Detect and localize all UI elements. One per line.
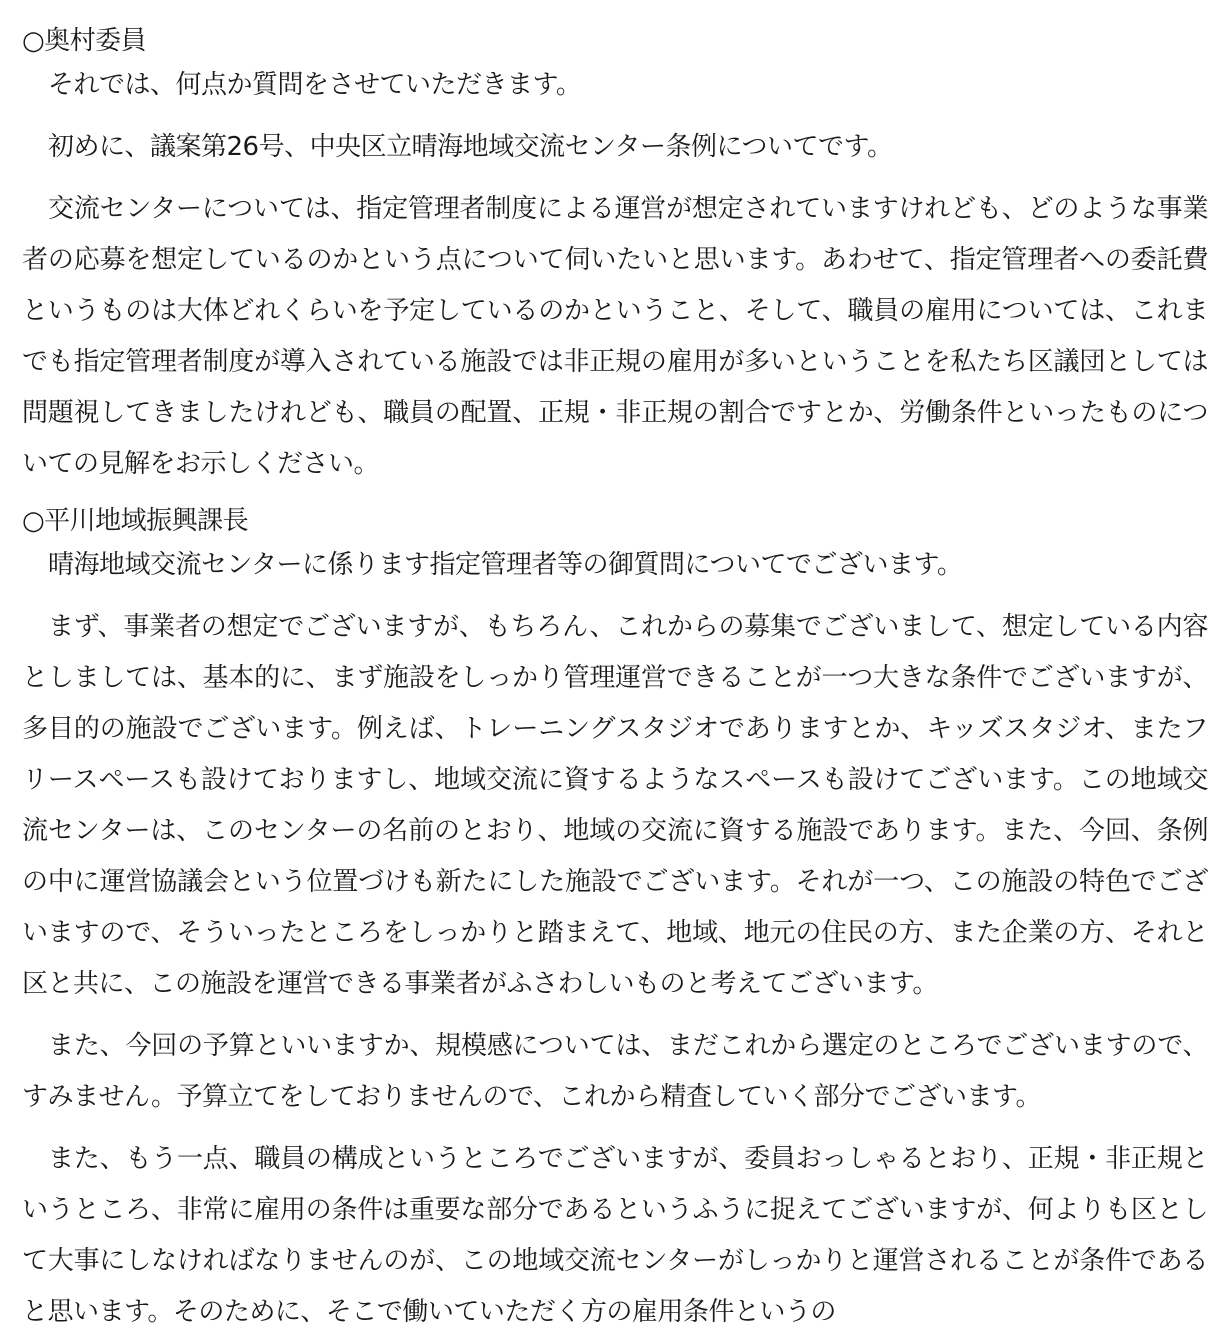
statement-paragraph: 初めに、議案第26号、中央区立晴海地域交流センター条例についてです。: [48, 132, 893, 162]
speaker-name: ○奥村委員: [22, 26, 147, 56]
statement-paragraph: 交流センターについては、指定管理者制度による運営が想定されていますけれども、どのような事業者の応募を想定しているのかという点について伺いたいと思います。あわせて、指定管理者への委託費というものは大体どれくらいを予定しているのかということ、そして、職員の雇用については、これまでも指定管理者制度が導入されている施設では非正規の雇用が多いということを私たち区議団としては問題視してきましたけれども、職員の配置、正規・非正規の割合ですとか、労働条件といったものについての見解をお示しください。: [22, 194, 1208, 479]
speaker-name: ○平川地域振興課長: [22, 506, 249, 536]
statement-paragraph: また、今回の予算といいますか、規模感については、まだこれから選定のところでございますので、すみません。予算立てをしておりませんので、これから精査していく部分でございます。: [22, 1031, 1208, 1112]
minutes-document: [22, 22, 1208, 1338]
speaker-block-hirakawa: [22, 502, 1208, 1338]
statement-paragraph: 晴海地域交流センターに係ります指定管理者等の御質問についてでございます。: [48, 550, 963, 580]
statement-paragraph: それでは、何点か質問をさせていただきます。: [48, 70, 582, 100]
statement-paragraph: また、もう一点、職員の構成というところでございますが、委員おっしゃるとおり、正規・非正規というところ、非常に雇用の条件は重要な部分であるというふうに捉えてございますが、何よりも区として大事にしなければなりませんのが、この地域交流センターがしっかりと運営されることが条件であると思います。そのために、そこで働いていただく方の雇用条件というの: [22, 1144, 1208, 1327]
statement-paragraph: まず、事業者の想定でございますが、もちろん、これからの募集でございまして、想定している内容としましては、基本的に、まず施設をしっかり管理運営できることが一つ大きな条件でございますが、多目的の施設でございます。例えば、トレーニングスタジオでありますとか、キッズスタジオ、またフリースペースも設けておりますし、地域交流に資するようなスペースも設けてございます。この地域交流センターは、このセンターの名前のとおり、地域の交流に資する施設であります。また、今回、条例の中に運営協議会という位置づけも新たにした施設でございます。それが一つ、この施設の特色でございますので、そういったところをしっかりと踏まえて、地域、地元の住民の方、また企業の方、それと区と共に、この施設を運営できる事業者がふさわしいものと考えてございます。: [22, 612, 1208, 999]
speaker-block-okumura: [22, 22, 1208, 490]
